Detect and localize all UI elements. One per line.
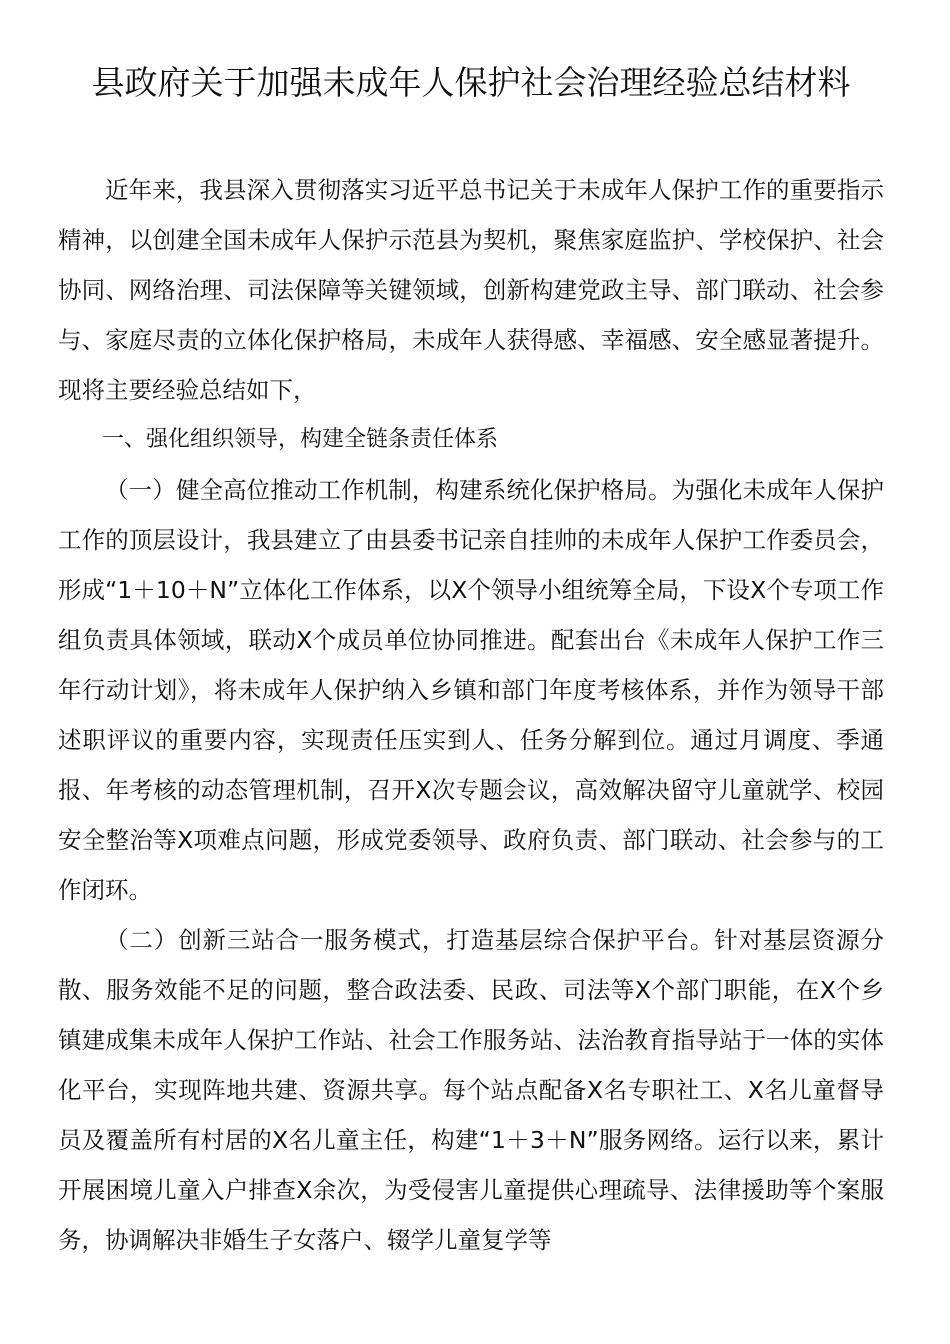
paragraph-2: （二）创新三站合一服务模式，打造基层综合保护平台。针对基层资源分散、服务效能不足的问题，整合政法委、民政、司法等X个部门职能，在X个乡镇建成集未成年人保护工作站、社会工作服务站、法治教育指导站于一体的实体化平台，实现阵地共建、资源共享。每个站点配备X名专职社工、X名儿童督导员及覆盖所有村居的X名儿童主任，构建“1＋3＋N”服务网络。运行以来，累计开展困境儿童入户排查X余次，为受侵害儿童提供心理疏导、法律援助等个案服务，协调解决非婚生子女落户、辍学儿童复学等 [58, 925, 884, 1254]
document-title: 县政府关于加强未成年人保护社会治理经验总结材料 [91, 63, 851, 102]
document-body [58, 165, 884, 1265]
section-1-heading: 一、强化组织领导，构建全链条责任体系 [102, 426, 499, 452]
intro-paragraph: 近年来，我县深入贯彻落实习近平总书记关于未成年人保护工作的重要指示精神，以创建全国未成年人保护示范县为契机，聚焦家庭监护、学校保护、社会协同、网络治理、司法保障等关键领域，创新构建党政主导、部门联动、社会参与、家庭尽责的立体化保护格局，未成年人获得感、幸福感、安全感显著提升。现将主要经验总结如下， [58, 175, 884, 404]
paragraph-1: （一）健全高位推动工作机制，构建系统化保护格局。为强化未成年人保护工作的顶层设计，我县建立了由县委书记亲自挂帅的未成年人保护工作委员会，形成“1＋10＋N”立体化工作体系，以X个领导小组统筹全局，下设X个专项工作组负责具体领域，联动X个成员单位协同推进。配套出台《未成年人保护工作三年行动计划》，将未成年人保护纳入乡镇和部门年度考核体系，并作为领导干部述职评议的重要内容，实现责任压实到人、任务分解到位。通过月调度、季通报、年考核的动态管理机制，召开X次专题会议，高效解决留守儿童就学、校园安全整治等X项难点问题，形成党委领导、政府负责、部门联动、社会参与的工作闭环。 [58, 475, 884, 904]
